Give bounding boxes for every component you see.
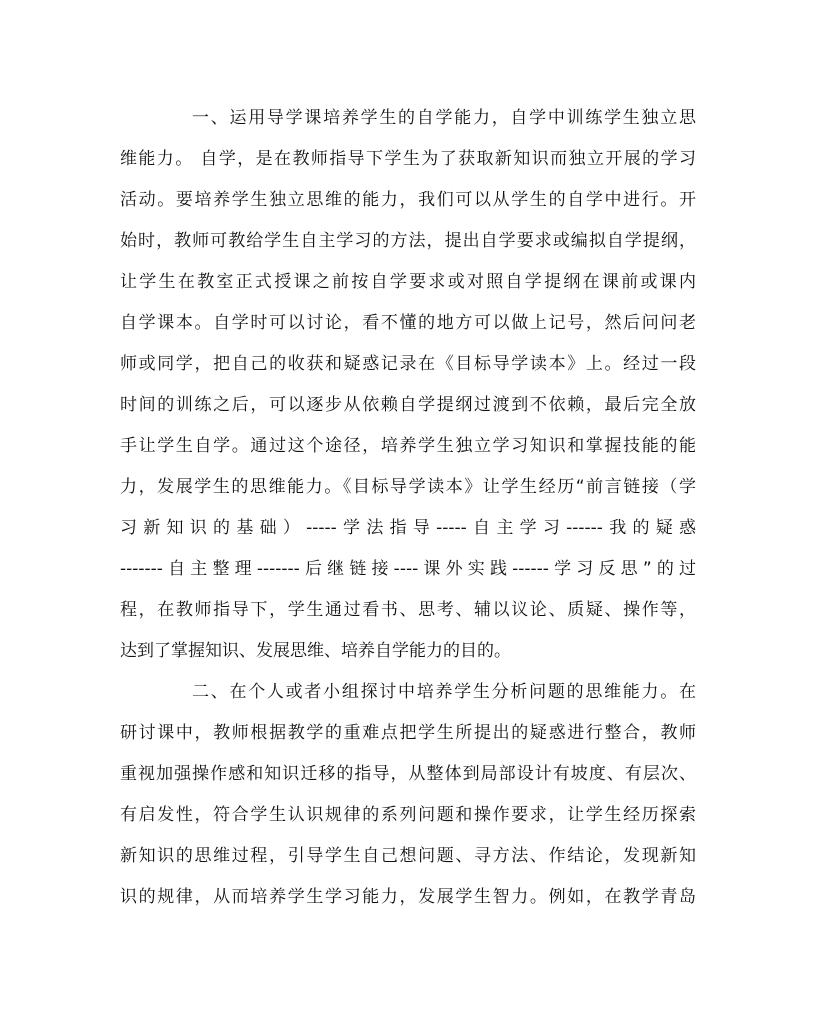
paragraph-1-line-4: 始时，教师可教给学生自主学习的方法，提出自学要求或编拟自学提纲， [120,231,696,251]
paragraph-1-line-3: 活动。要培养学生独立思维的能力，我们可以从学生的自学中进行。开 [120,190,696,210]
paragraph-1-line-1: 一、运用导学课培养学生的自学能力，自学中训练学生独立思 [192,108,696,128]
paragraph-1-line-14: 达到了掌握知识、发展思维、培养自学能力的目的。 [120,641,511,661]
paragraph-1-line-2: 维能力。 自学，是在教师指导下学生为了获取新知识而独立开展的学习 [120,149,696,169]
paragraph-1-line-13: 程，在教师指导下，学生通过看书、思考、辅以议论、质疑、操作等， [120,600,696,620]
paragraph-2-line-1: 二、在个人或者小组探讨中培养学生分析问题的思维能力。在 [192,682,696,702]
paragraph-1-line-5: 让学生在教室正式授课之前按自学要求或对照自学提纲在课前或课内 [120,272,696,292]
paragraph-2-line-6: 识的规律，从而培养学生学习能力，发展学生智力。例如，在教学青岛 [120,887,696,907]
paragraph-2-line-2: 研讨课中，教师根据教学的重难点把学生所提出的疑惑进行整合，教师 [120,723,696,743]
paragraph-2-line-4: 有启发性，符合学生认识规律的系列问题和操作要求，让学生经历探索 [120,805,696,825]
paragraph-1-line-8: 时间的训练之后，可以逐步从依赖自学提纲过渡到不依赖，最后完全放 [120,395,696,415]
paragraph-1-line-9: 手让学生自学。通过这个途径，培养学生独立学习知识和掌握技能的能 [120,436,696,456]
paragraph-1-line-11: 习新知识的基础）-----学法指导-----自主学习------我的疑惑 [120,518,696,538]
paragraph-1-line-6: 自学课本。自学时可以讨论，看不懂的地方可以做上记号，然后问问老 [120,313,696,333]
paragraph-2-line-3: 重视加强操作感和知识迁移的指导，从整体到局部设计有坡度、有层次、 [120,764,696,784]
paragraph-1-line-12: -------自主整理-------后继链接----课外实践------学习反思”的过 [120,559,696,579]
paragraph-1-line-10: 力，发展学生的思维能力。《目标导学读本》让学生经历“前言链接（学 [120,477,696,497]
paragraph-1-line-7: 师或同学，把自己的收获和疑惑记录在《目标导学读本》上。经过一段 [120,354,696,374]
paragraph-2-line-5: 新知识的思维过程，引导学生自己想问题、寻方法、作结论，发现新知 [120,846,696,866]
